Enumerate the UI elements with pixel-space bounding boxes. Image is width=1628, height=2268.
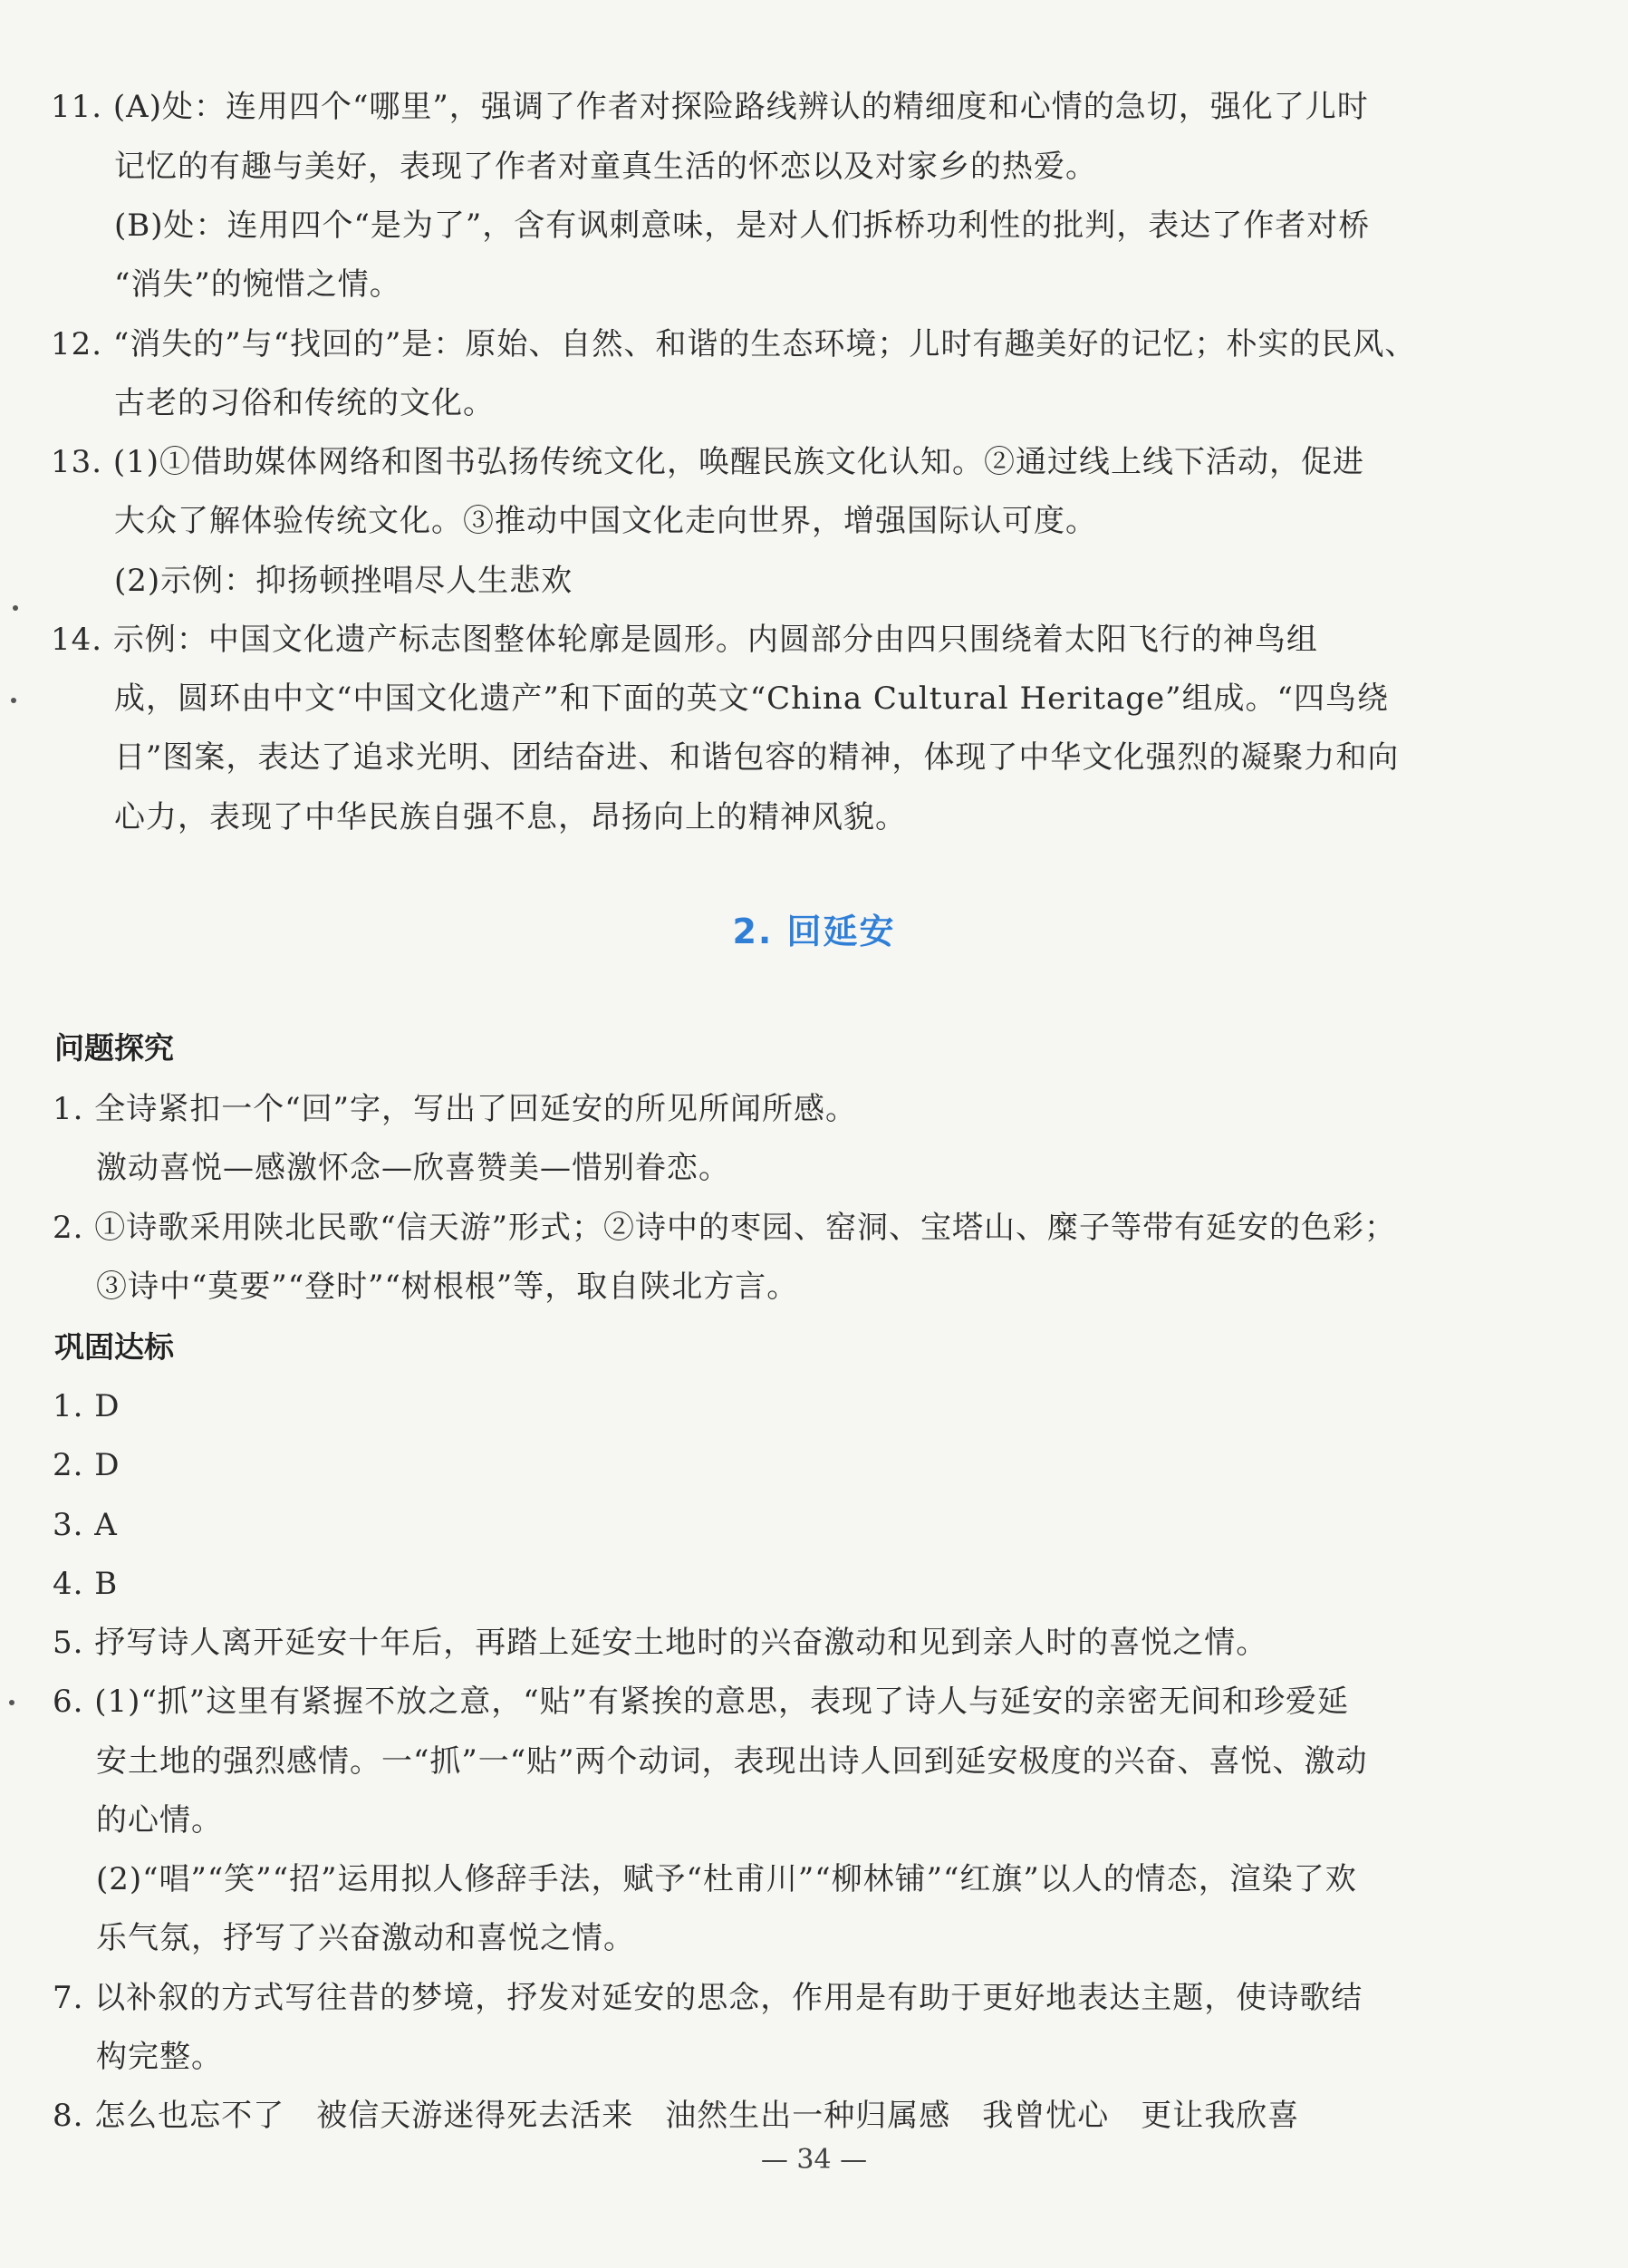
explore-2-line-2: ③诗中“莫要”“登时”“树根根”等，取自陕北方言。: [96, 1269, 799, 1305]
explore-1-line-1: [53, 1087, 857, 1131]
consolidate-6-line-2: 安土地的强烈感情。一“抓”一“贴”两个动词，表现出诗人回到延安极度的兴奋、喜悦、激动: [96, 1743, 1368, 1780]
answer-text: D: [94, 1447, 120, 1483]
answer-number: 14.: [51, 622, 103, 658]
consolidate-6-line-1: [53, 1680, 1349, 1723]
answer-14-line-4: 心力，表现了中华民族自强不息，昂扬向上的精神风貌。: [114, 799, 907, 835]
answer-number: 1.: [53, 1388, 84, 1424]
answer-11-line-3: (B)处：连用四个“是为了”，含有讽刺意味，是对人们拆桥功利性的批判，表达了作者对桥: [114, 207, 1371, 244]
page-number: — 34 —: [760, 2144, 868, 2176]
answer-number: 2.: [53, 1447, 84, 1483]
answer-14-line-3: 日”图案，表达了追求光明、团结奋进、和谐包容的精神，体现了中华文化强烈的凝聚力和向: [114, 739, 1400, 776]
section-heading-consolidate: 巩固达标: [54, 1329, 174, 1365]
answer-14-line-2: 成，圆环由中文“中国文化遗产”和下面的英文“China Cultural Heritage”组成。“四鸟绕: [114, 680, 1389, 717]
answer-text: D: [94, 1388, 120, 1424]
answer-12-line-1: [51, 323, 1416, 366]
explore-1-line-2: 激动喜悦—感激怀念—欣喜赞美—惜别眷恋。: [96, 1150, 730, 1186]
answer-11-line-4: “消失”的惋惜之情。: [114, 266, 401, 303]
answer-number: 12.: [51, 326, 103, 362]
answer-13-line-2: 大众了解体验传统文化。③推动中国文化走向世界，增强国际认可度。: [114, 503, 1097, 539]
consolidate-1: [53, 1385, 120, 1428]
answer-text: 抒写诗人离开延安十年后，再踏上延安土地时的兴奋激动和见到亲人时的喜悦之情。: [94, 1625, 1268, 1661]
scan-mark: [11, 698, 16, 703]
answer-number: 6.: [53, 1684, 84, 1720]
answer-11-line-2: 记忆的有趣与美好，表现了作者对童真生活的怀恋以及对家乡的热爱。: [114, 149, 1097, 185]
answer-number: 4.: [53, 1566, 84, 1602]
answer-text: 怎么也忘不了 被信天游迷得死去活来 油然生出一种归属感 我曾忧心 更让我欣喜: [94, 2098, 1300, 2134]
answer-number: 5.: [53, 1625, 84, 1661]
answer-text: “消失的”与“找回的”是：原始、自然、和谐的生态环境；儿时有趣美好的记忆；朴实的民风、: [112, 326, 1417, 362]
consolidate-2: [53, 1443, 120, 1487]
answer-text: A: [94, 1507, 118, 1543]
answer-text: (A)处：连用四个“哪里”，强调了作者对探险路线辨认的精细度和心情的急切，强化了儿时: [112, 89, 1369, 125]
answer-13-line-1: [51, 440, 1364, 484]
consolidate-4: [53, 1562, 118, 1606]
answer-text: B: [94, 1566, 119, 1602]
answer-number: 1.: [53, 1091, 84, 1127]
answer-number: 7.: [53, 1980, 84, 2016]
consolidate-7-line-2: 构完整。: [96, 2039, 223, 2075]
answer-number: 8.: [53, 2098, 84, 2134]
answer-number: 3.: [53, 1507, 84, 1543]
answer-11-line-1: [51, 85, 1369, 129]
answer-text: ①诗歌采用陕北民歌“信天游”形式；②诗中的枣园、窑洞、宝塔山、糜子等带有延安的色彩；: [94, 1210, 1397, 1246]
consolidate-8: [53, 2094, 1299, 2138]
consolidate-6-line-3: 的心情。: [96, 1802, 223, 1839]
explore-2-line-1: [53, 1206, 1396, 1250]
scan-mark: [13, 605, 18, 611]
answer-text: 以补叙的方式写往昔的梦境，抒发对延安的思念，作用是有助于更好地表达主题，使诗歌结: [94, 1980, 1363, 2016]
answer-number: 13.: [51, 444, 103, 480]
answer-12-line-2: 古老的习俗和传统的文化。: [114, 385, 495, 421]
consolidate-6-line-4: (2)“唱”“笑”“招”运用拟人修辞手法，赋予“杜甫川”“柳林铺”“红旗”以人的情态，渲染了欢: [96, 1861, 1357, 1897]
section-heading-explore: 问题探究: [54, 1030, 174, 1066]
answer-13-line-3: (2)示例：抑扬顿挫唱尽人生悲欢: [114, 563, 573, 599]
lesson-title: 2. 回延安: [732, 912, 896, 951]
consolidate-5: [53, 1621, 1267, 1665]
answer-number: 2.: [53, 1210, 84, 1246]
consolidate-3: [53, 1503, 118, 1547]
consolidate-7-line-1: [53, 1976, 1363, 2020]
answer-text: 全诗紧扣一个“回”字，写出了回延安的所见所闻所感。: [94, 1091, 858, 1127]
consolidate-6-line-5: 乐气氛，抒写了兴奋激动和喜悦之情。: [96, 1920, 635, 1956]
scan-mark: [9, 1700, 14, 1705]
answer-14-line-1: [51, 618, 1318, 661]
answer-number: 11.: [51, 89, 103, 125]
answer-text: 示例：中国文化遗产标志图整体轮廓是圆形。内圆部分由四只围绕着太阳飞行的神鸟组: [112, 622, 1318, 658]
answer-text: (1)“抓”这里有紧握不放之意，“贴”有紧挨的意思，表现了诗人与延安的亲密无间和珍爱延: [94, 1684, 1349, 1720]
answer-text: (1)①借助媒体网络和图书弘扬传统文化，唤醒民族文化认知。②通过线上线下活动，促进: [112, 444, 1365, 480]
